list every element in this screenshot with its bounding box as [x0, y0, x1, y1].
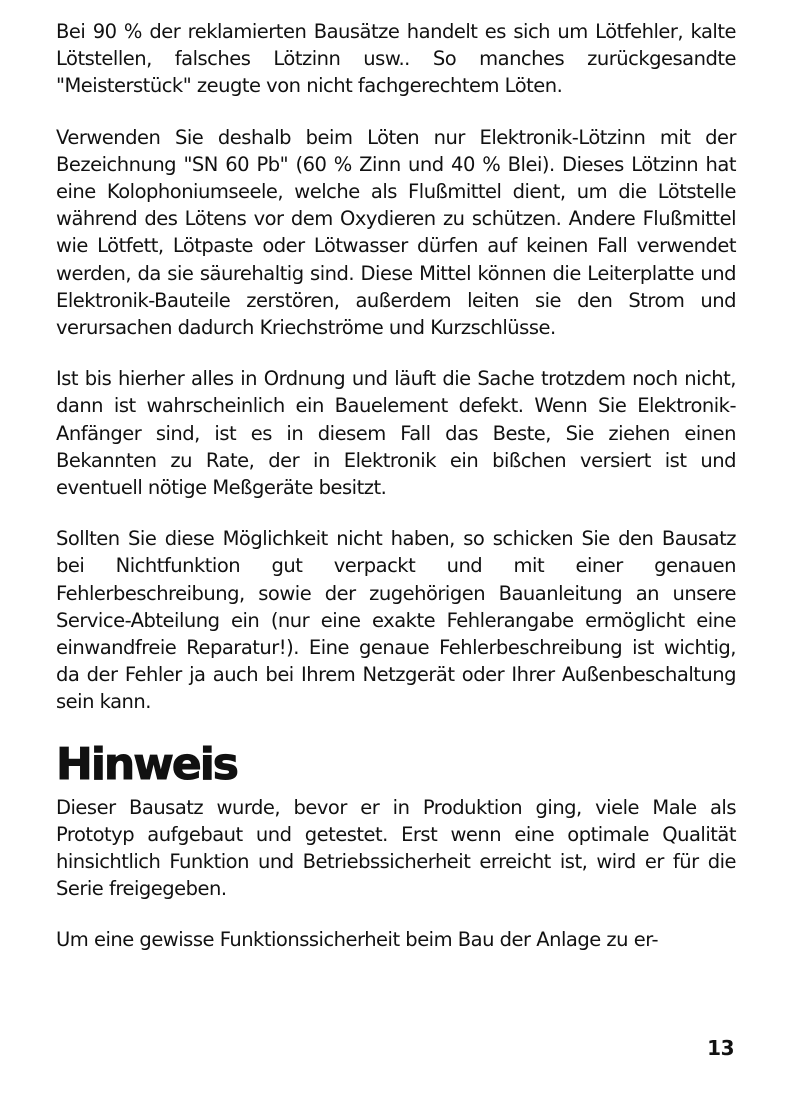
document-page — [56, 18, 736, 954]
paragraph-soldering-faults: Bei 90 % der reklamierten Bausätze handelt es sich um Lötfehler, kalte Lötstellen, falsches Lötzinn usw.. So manches zurückgesandte "Meisterstück" zeugte von nicht fachgerechtem Löten. — [56, 20, 736, 98]
paragraph-defective-component: Ist bis hierher alles in Ordnung und läuft die Sache trotzdem noch nicht, dann ist wahrscheinlich ein Bauelement defekt. Wenn Sie Elektronik-Anfänger sind, ist es in diesem Fall das Beste, Sie ziehen einen Bekannten zu Rate, der in Elektronik ein bißchen versiert ist und eventuell nötige Meßgeräte besitzt. — [56, 367, 736, 500]
section-heading-hinweis: Hinweis — [56, 738, 237, 790]
paragraph-prototype-tested: Dieser Bausatz wurde, bevor er in Produktion ging, viele Male als Prototyp aufgebaut und getestet. Erst wenn eine optimale Qualität hinsichtlich Funktion und Betriebssicherheit erreicht ist, wird er für die Serie freigegeben. — [56, 795, 736, 901]
page-number: 13 — [707, 1036, 734, 1060]
paragraph-service-return: Sollten Sie diese Möglichkeit nicht haben, so schicken Sie den Bausatz bei Nichtfunktion gut verpackt und mit einer genauen Fehlerbeschreibung, sowie der zugehörigen Bauanleitung an unsere Service-Abteilung ein (nur eine exakte Fehlerangabe ermöglicht eine einwandfreie Reparatur!). Eine genaue Fehlerbeschreibung ist wichtig, da der Fehler ja auch bei Ihrem Netzgerät oder Ihrer Außenbeschaltung sein kann. — [56, 527, 736, 714]
paragraph-solder-type: Verwenden Sie deshalb beim Löten nur Elektronik-Lötzinn mit der Bezeichnung "SN 60 Pb" (60 % Zinn und 40 % Blei). Dieses Lötzinn hat eine Kolophoniumseele, welche als Flußmittel dient, um die Lötstelle während des Lötens vor dem Oxydieren zu schützen. Andere Flußmittel wie Lötfett, Lötpaste oder Lötwasser dürfen auf keinen Fall verwendet werden, da sie säurehaltig sind. Diese Mittel können die Leiterplatte und Elektronik-Bauteile zerstören, außerdem leiten sie den Strom und verursachen dadurch Kriechströme und Kurzschlüsse. — [56, 125, 736, 340]
paragraph-functional-safety: Um eine gewisse Funktionssicherheit beim Bau der Anlage zu er- — [56, 928, 659, 952]
